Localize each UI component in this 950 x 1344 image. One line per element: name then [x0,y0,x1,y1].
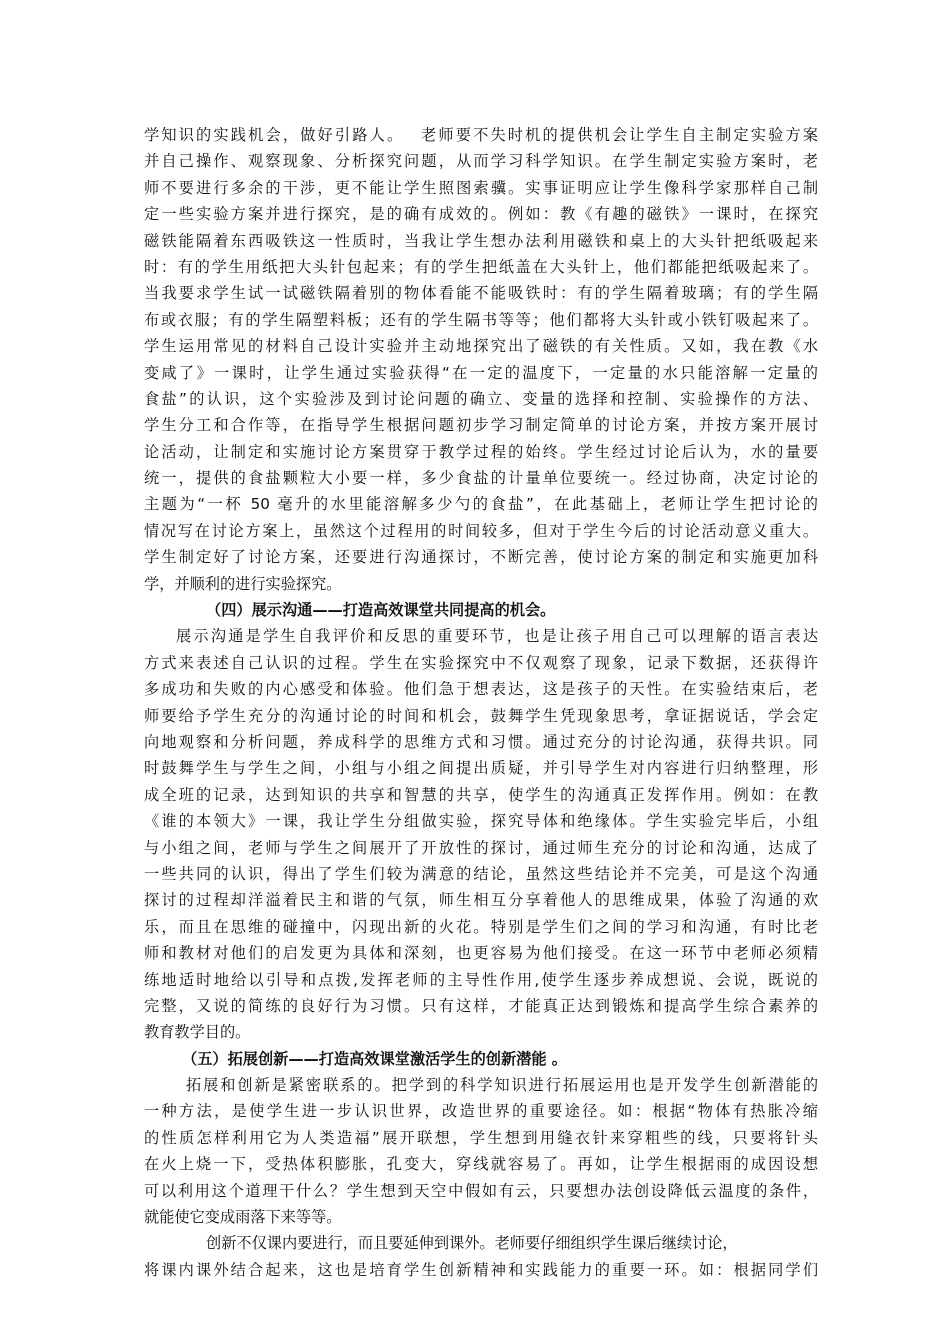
paragraph-line: 情况写在讨论方案上，虽然这个过程用的时间较多，但对于学生今后的讨论活动意义重大。 [144,521,818,540]
paragraph-line: 时：有的学生用纸把大头针包起来；有的学生把纸盖在大头针上，他们都能把纸吸起来了。 [144,257,818,276]
paragraph-line: 方式来表述自己认识的过程。学生在实验探究中不仅观察了现象，记录下数据，还获得许 [144,653,818,672]
paragraph-line: 创新不仅课内要进行，而且要延伸到课外。老师要仔细组织学生课后继续讨论， [206,1234,738,1253]
paragraph-line: 学生分工和合作等，在指导学生根据问题初步学习制定简单的讨论方案，并按方案开展讨 [144,416,818,435]
paragraph-line: 乐，而且在思维的碰撞中，闪现出新的火花。特别是学生们之间的学习和沟通，有时比老 [144,917,818,936]
paragraph-line: 完整，又说的简练的良好行为习惯。只有这样，才能真正达到锻炼和提高学生综合素养的 [144,996,818,1015]
paragraph-line: 食盐”的认识，这个实验涉及到讨论问题的确立、变量的选择和控制、实验操作的方法、 [144,389,818,408]
paragraph-line: 一些共同的认识，得出了学生们较为满意的结论，虽然这些结论并不完美，可是这个沟通 [144,864,818,883]
paragraph-line: 将课内课外结合起来，这也是培育学生创新精神和实践能力的重要一环。如：根据同学们 [144,1260,818,1279]
paragraph-line: 学生运用常见的材料自己设计实验并主动地探究出了磁铁的有关性质。又如，我在教《水 [144,337,818,356]
paragraph-line: 变咸了》一课时，让学生通过实验获得“在一定的温度下，一定量的水只能溶解一定量的 [144,363,818,382]
paragraph-line: 磁铁能隔着东西吸铁这一性质时，当我让学生想办法利用磁铁和桌上的大头针把纸吸起来 [144,231,818,250]
paragraph-line: 展示沟通是学生自我评价和反思的重要环节，也是让孩子用自己可以理解的语言表达 [176,627,818,646]
paragraph-line: 当我要求学生试一试磁铁隔着别的物体看能不能吸铁时：有的学生隔着玻璃；有的学生隔 [144,284,818,303]
paragraph-line: 一种方法，是使学生进一步认识世界，改造世界的重要途径。如：根据“物体有热胀冷缩 [144,1102,818,1121]
paragraph-line: 主题为“一杯 50 毫升的水里能溶解多少勺的食盐”，在此基础上，老师让学生把讨论的 [144,495,818,514]
paragraph-line: 论活动，让制定和实施讨论方案贯穿于教学过程的始终。学生经过讨论后认为，水的量要 [144,442,818,461]
paragraph-line: 探讨的过程却洋溢着民主和谐的气氛，师生相互分享着他人的思维成果，体验了沟通的欢 [144,891,818,910]
paragraph-line: 可以利用这个道理干什么？学生想到天空中假如有云，只要想办法创设降低云温度的条件， [144,1181,818,1200]
paragraph-line: 多成功和失败的内心感受和体验。他们急于想表达，这是孩子的天性。在实验结束后，老 [144,680,818,699]
paragraph-line: 拓展和创新是紧密联系的。把学到的科学知识进行拓展运用也是开发学生创新潜能的 [186,1076,818,1095]
paragraph-line: 统一，提供的食盐颗粒大小要一样，多少食盐的计量单位要统一。经过协商，决定讨论的 [144,469,818,488]
paragraph-line: 并自己操作、观察现象、分析探究问题，从而学习科学知识。在学生制定实验方案时，老 [144,152,818,171]
paragraph-line: 学，并顺利的进行实验探究。 [144,574,342,593]
paragraph-line: 就能使它变成雨落下来等等。 [144,1208,342,1227]
paragraph-line: 练地适时地给以引导和点拨,发挥老师的主导性作用,使学生逐步养成想说、会说，既说的 [144,970,818,989]
section-heading: （四）展示沟通——打造高效课堂共同提高的机会。 [206,601,556,620]
paragraph-line: 教育教学目的。 [144,1023,251,1042]
document-body [144,122,818,1283]
paragraph-line: 师要给予学生充分的沟通讨论的时间和机会，鼓舞学生凭现象思考，拿证据说话，学会定 [144,706,818,725]
paragraph-line: 时鼓舞学生与学生之间，小组与小组之间提出质疑，并引导学生对内容进行归纳整理，形 [144,759,818,778]
paragraph-line: 布或衣服；有的学生隔塑料板；还有的学生隔书等等；他们都将大头针或小铁钉吸起来了。 [144,310,818,329]
paragraph-line: 成全班的记录，达到知识的共享和智慧的共享，使学生的沟通真正发挥作用。例如：在教 [144,785,818,804]
paragraph-line: 学知识的实践机会，做好引路人。 老师要不失时机的提供机会让学生自主制定实验方案 [144,126,818,144]
paragraph-line: 与小组之间，老师与学生之间展开了开放性的探讨，通过师生充分的讨论和沟通，达成了 [144,838,818,857]
paragraph-line: 师和教材对他们的启发更为具体和深刻，也更容易为他们接受。在这一环节中老师必须精 [144,944,818,963]
paragraph-line: 学生制定好了讨论方案，还要进行沟通探讨，不断完善，使讨论方案的制定和实施更加科 [144,548,818,567]
paragraph-line: 定一些实验方案并进行探究，是的确有成效的。例如：教《有趣的磁铁》一课时，在探究 [144,205,818,224]
paragraph-line: 向地观察和分析问题，养成科学的思维方式和习惯。通过充分的讨论沟通，获得共识。同 [144,732,818,751]
paragraph-line: 的性质怎样利用它为人类造福”展开联想，学生想到用缝衣针来穿粗些的线，只要将针头 [144,1128,818,1147]
paragraph-line: 《谁的本领大》一课，我让学生分组做实验，探究导体和绝缘体。学生实验完毕后，小组 [144,812,818,831]
paragraph-line: 在火上烧一下，受热体积膨胀，孔变大，穿线就容易了。再如，让学生根据雨的成因设想 [144,1155,818,1174]
section-heading: （五）拓展创新——打造高效课堂激活学生的创新潜能 。 [182,1049,567,1068]
paragraph-line: 师不要进行多余的干涉，更不能让学生照图索骥。实事证明应让学生像科学家那样自己制 [144,178,818,197]
